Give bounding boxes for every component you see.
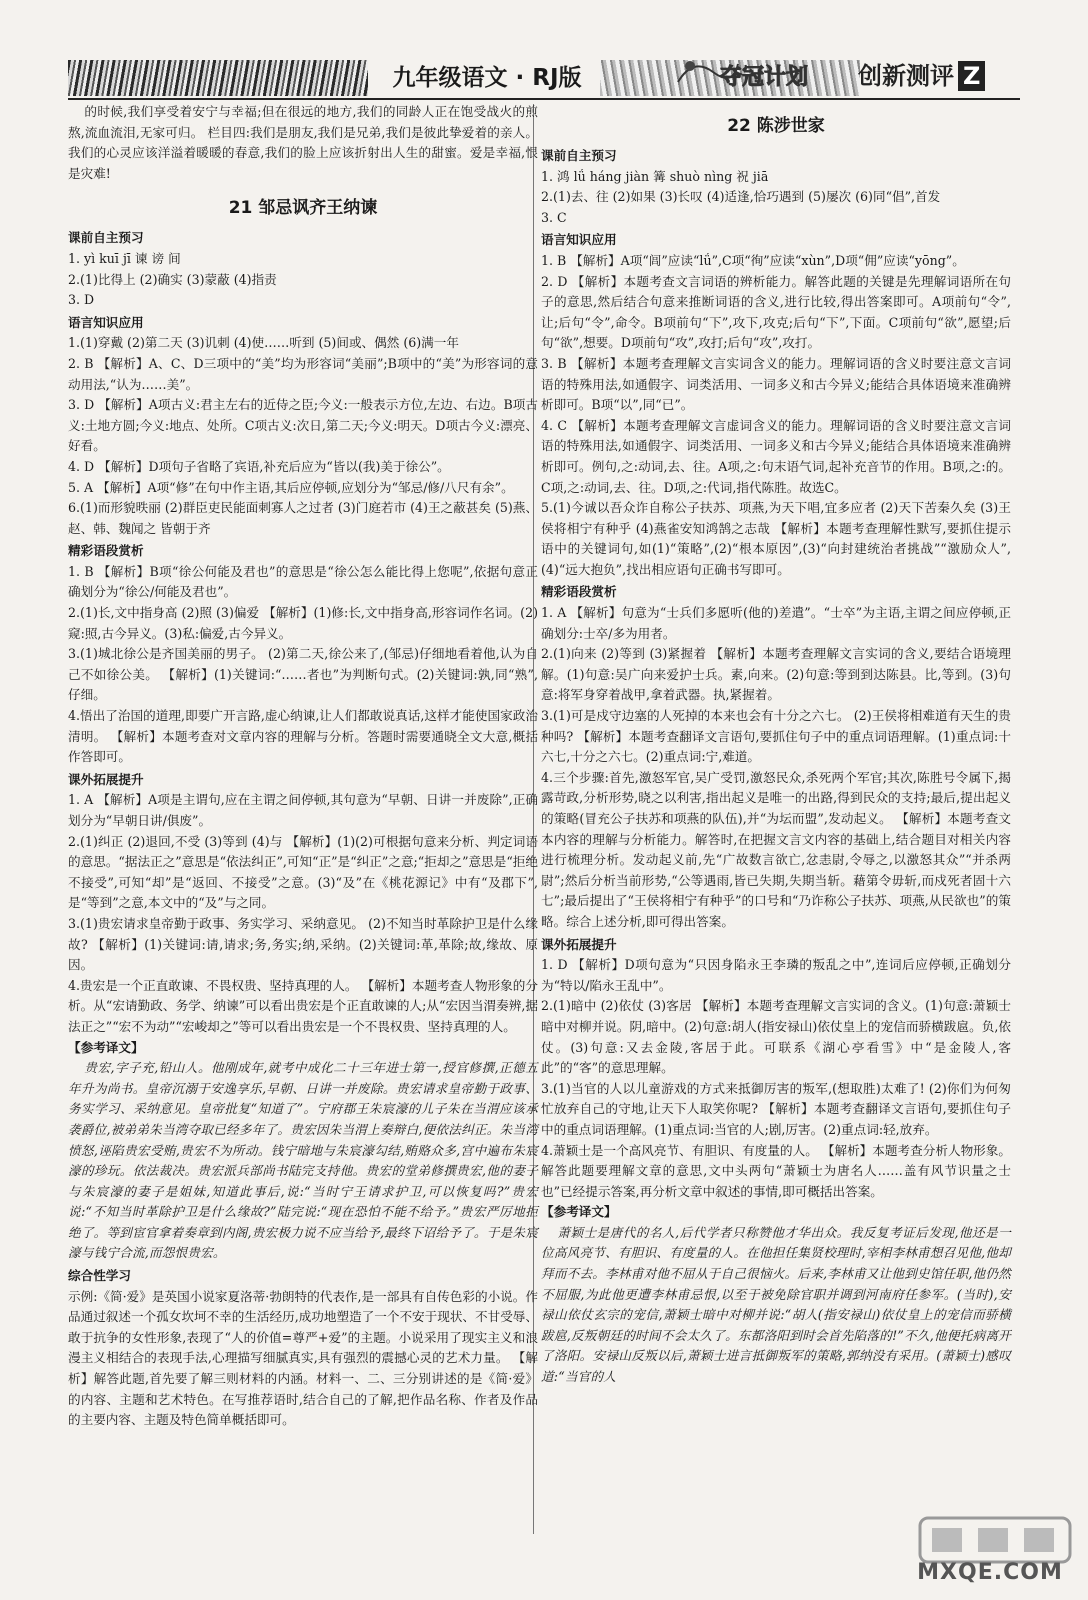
pre-item: 2.(1)去、往 (2)如果 (3)长叹 (4)适逢,恰巧遇到 (5)屡次 (6)同“倡”,首发	[541, 189, 941, 205]
section-language: 语言知识应用	[68, 314, 144, 330]
watermark-logo-icon	[910, 1510, 1080, 1600]
lesson-22-title: 22 陈涉世家	[727, 116, 825, 136]
page-header	[0, 0, 1088, 100]
watermark-text: MXQE.COM	[917, 1560, 1063, 1585]
lang-item: 1.(1)穿戴 (2)第二天 (3)讥刺 (4)使……听到 (5)间或、偶然 (6)满一年	[68, 335, 459, 351]
comprehensive-text: 示例:《简·爱》是英国小说家夏洛蒂·勃朗特的代表作,是一部具有自传色彩的小说。作品通过叙述一个孤女坎坷不幸的生活经历,成功地塑造了一个不安于现状、不甘受辱、敢于抗争的女性形象,表现了“人的价值=尊严+爱”的主题。小说采用了现实主义和浪漫主义相结合的表现手法,心理描写细腻真实,具有强烈的震撼心灵的艺术力量。 【解析】解答此题,首先要了解三则材料的内涵。材料一、二、三分别讲述的是《简·爱》的内容、主题和艺术特色。在写推荐语时,结合自己的了解,把作品名称、作者及作品的主要内容、主题及特色简单概括即可。	[68, 1288, 538, 1428]
lang-item: 2. B 【解析】A、C、D三项中的“美”均为形容词“美丽”;B项中的“美”为形容词的意动用法,“认为……美”。	[68, 355, 538, 392]
lang-item: 4. C 【解析】本题考查理解文言虚词含义的能力。理解词语的含义时要注意文言词语的特殊用法,如通假字、词类活用、一词多义和古今异义;能结合具体语境来准确辨析即可。例句,之:动词,去、往。A项,之:句末语气词,起补充音节的作用。B项,之:的。C项,之:动词,去、往。D项,之:代词,指代陈胜。故选C。	[541, 417, 1011, 495]
read-item: 1. B 【解析】B项“徐公何能及君也”的意思是“徐公怎么能比得上您呢”,依据句意正确划分为“徐公/何能及君也”。	[68, 563, 538, 600]
read-item: 2.(1)向来 (2)等到 (3)紧握着 【解析】本题考查理解文言实词的含义,要结合语境理解。(1)句意:吴广向来爱护士兵。素,向来。(2)句意:等到到达陈县。比,等到。(3)句意:将军身穿着战甲,拿着武器。执,紧握着。	[541, 646, 1011, 703]
ext-item: 2.(1)纠正 (2)退回,不受 (3)等到 (4)与 【解析】(1)(2)可根据句意来分析、判定词语的意思。“据法正之”意思是“依法纠正”,可知“正”是“纠正”之意;“拒却之”意思是“拒绝不接受”,可知“却”是“返回、不接受”之意。(3)“及”在《桃花源记》中有“及郡下”,是“等到”之意,本文中的“及”与之同。	[68, 833, 538, 911]
section-language: 语言知识应用	[541, 232, 617, 248]
lang-item: 5. A 【解析】A项“修”在句中作主语,其后应停顿,应划分为“邹忌/修/八尺有余”。	[68, 479, 514, 495]
ext-item: 4.萧颖士是一个高风亮节、有胆识、有度量的人。 【解析】本题考查分析人物形象。解答此题要理解文章的意思,文中头两句“萧颖士为唐名人……盖有风节识量之士也”已经提示答案,再分析文章中叙述的事情,即可概括出答案。	[541, 1142, 1011, 1199]
read-item: 2.(1)长,文中指身高 (2)照 (3)偏爱 【解析】(1)修:长,文中指身高,形容词作名词。(2)窥:照,古今异义。(3)私:偏爱,古今异义。	[68, 605, 538, 641]
header-brand	[858, 56, 1028, 96]
pre-item: 2.(1)比得上 (2)确实 (3)蒙蔽 (4)指责	[68, 271, 277, 287]
read-item: 4.三个步骤:首先,激怒军官,吴广受罚,激怒民众,杀死两个军官;其次,陈胜号令属下,揭露苛政,分析形势,晓之以利害,指出起义是唯一的出路,得到民众的支持;最后,提出起义的策略(冒充公子扶苏和项燕的队伍),并“为坛而盟”,发动起义。 【解析】本题考查文本内容的理解与分析能力。解答时,在把握文言文内容的基础上,结合题目对相关内容进行梳理分析。发动起义前,先“广故数言欲亡,忿恚尉,令辱之,以激怒其众”“并杀两尉”;然后分析当前形势,“公等遇雨,皆已失期,失期当斩。藉第令毋斩,而戍死者固十六七”;最后提出了“王侯将相宁有种乎”的口号和“乃诈称公子扶苏、项燕,从民欲也”的策略。综合上述分析,即可得出答案。	[541, 769, 1011, 929]
section-extension: 课外拓展提升	[541, 936, 617, 952]
lang-item: 1. B 【解析】A项“闾”应读“lǘ”,C项“徇”应读“xùn”,D项“佣”应读“yōng”。	[541, 252, 965, 268]
lang-item: 6.(1)而形貌昳丽 (2)群臣吏民能面刺寡人之过者 (3)门庭若市 (4)王之蔽甚矣 (5)燕、赵、韩、魏闻之 皆朝于齐	[68, 500, 538, 536]
read-item: 3.(1)城北徐公是齐国美丽的男子。 (2)第二天,徐公来了,(邹忌)仔细地看着他,认为自己不如徐公美。 【解析】(1)关键词:“……者也”为判断句式。(2)关键词:孰,同“熟”,仔细。	[68, 646, 538, 703]
ext-item: 2.(1)暗中 (2)依仗 (3)客居 【解析】本题考查理解文言实词的含义。(1)句意:萧颖士暗中对柳并说。阴,暗中。(2)句意:胡人(指安禄山)依仗皇上的宠信而骄横跋扈。负,依仗。(3)句意:又去金陵,客居于此。可联系《湖心亭看雪》中“是金陵人,客此”的“客”的意思理解。	[541, 998, 1011, 1076]
reference-translation: 贵宏,字子充,铅山人。他刚成年,就考中成化二十三年进士第一,授官修撰,正德五年升为尚书。皇帝沉溺于安逸享乐,早朝、日讲一并废除。贵宏请求皇帝勤于政事、务实学习、采纳意见。皇帝批复“知道了”。宁府郡王朱宸濠的儿子朱在当渭应该承袭爵位,被弟弟朱当湾夺取已经多年了。贵宏因朱当渭上奏辩白,便依法纠正。朱当湾愤怒,诬陷贵宏受贿,贵宏不为所动。钱宁暗地与朱宸濠勾结,贿赂众多,宫中遍布朱宸濠的珍玩。依法裁决。贵宏派兵部尚书陆完支持他。贵宏的堂弟修撰贵宏,他的妻子与朱宸濠的妻子是姐妹,知道此事后,说:“当时宁王请求护卫,可以恢复吗?”贵宏说:“不知当时革除护卫是什么缘故?”陆完说:“现在恐怕不能不给予。”贵宏严厉地拒绝了。等到宦官拿着奏章到内阁,贵宏极力说不应当给予,最终下诏给予了。于是朱宸濠与钱宁合流,而怨恨贵宏。	[68, 1060, 538, 1261]
ext-item: 4.贵宏是一个正直敢谏、不畏权贵、坚持真理的人。 【解析】本题考查人物形象的分析。从“宏请勤政、务学、纳谏”可以看出贵宏是个正直敢谏的人;从“宏因当渭奏辨,据法正之”“宏不为动”“宏峻却之”等可以看出贵宏是一个不畏权贵、坚持真理的人。	[68, 977, 538, 1034]
ext-item: 3.(1)当官的人以儿童游戏的方式来抵御厉害的叛军,(想取胜)太难了! (2)你们为何匆忙放弃自己的守地,让天下人取笑你呢? 【解析】本题考查翻译文言语句,要抓住句子中的重点词语理解。(1)重点词:当官的人;剧,厉害。(2)重点词:轻,放弃。	[541, 1080, 1011, 1137]
read-item: 3.(1)可是戍守边塞的人死掉的本来也会有十分之六七。 (2)王侯将相难道有天生的贵种吗? 【解析】本题考查翻译文言语句,要抓住句子中的重点词语理解。(1)重点词:十六七,十分之六七。(2)重点词:宁,难道。	[541, 708, 1011, 765]
reference-translation-title: 【参考译文】	[541, 1204, 617, 1220]
section-pre-study: 课前自主预习	[541, 148, 617, 163]
read-item: 4.悟出了治国的道理,即要广开言路,虚心纳谏,让人们都敢说真话,这样才能使国家政治清明。 【解析】本题考查对文章内容的理解与分析。答题时需要通晓全文大意,概括作答即可。	[68, 708, 538, 765]
section-reading: 精彩语段赏析	[68, 543, 144, 559]
pre-item: 1. 鸿 lǘ háng jiàn 篝 shuò nìng 祝 jiā	[541, 168, 769, 184]
intro-paragraph: 的时候,我们享受着安宁与幸福;但在很远的地方,我们的同龄人正在饱受战火的煎熬,流血流泪,无家可归。 栏目四:我们是朋友,我们是兄弟,我们是彼此挚爱着的亲人。我们的心灵应该洋溢着暖暖的春意,我们的脸上应该折射出人生的甜蜜。爱是幸福,恨是灾难!	[68, 104, 538, 181]
section-comprehensive: 综合性学习	[68, 1268, 131, 1284]
lang-item: 3. D 【解析】A项古义:君主左右的近侍之臣;今义:一般表示方位,左边、右边。B项古义:土地方圆;今义:地点、处所。C项古义:次日,第二天;今义:明天。D项古今义:漂亮、好看。	[68, 397, 538, 454]
left-column	[68, 102, 538, 1431]
brand-logo-text: 夺冠计划	[720, 65, 809, 90]
pre-item: 1. yì kuī jī 谏 谤 间	[68, 250, 181, 266]
section-pre-study: 课前自主预习	[68, 230, 144, 246]
section-reading: 精彩语段赏析	[541, 584, 617, 600]
lesson-21-title: 21 邹忌讽齐王纳谏	[228, 198, 378, 219]
reference-translation-title: 【参考译文】	[68, 1039, 144, 1055]
section-extension: 课外拓展提升	[68, 771, 144, 787]
header-title: 九年级语文 · RJ版	[392, 65, 582, 91]
pre-item: 3. C	[541, 209, 567, 225]
ext-item: 3.(1)贵宏请求皇帝勤于政事、务实学习、采纳意见。 (2)不知当时革除护卫是什么缘故? 【解析】(1)关键词:请,请求;务,务实;纳,采纳。(2)关键词:革,革除;故,缘故、原因。	[68, 915, 538, 973]
ext-item: 1. A 【解析】A项是主谓句,应在主谓之间停顿,其句意为“早朝、日讲一并废除”,正确划分为“早朝日讲/俱废”。	[68, 792, 538, 828]
brand-badge-icon: Z	[958, 61, 985, 91]
brand-name: 创新测评	[858, 62, 954, 90]
ext-item: 1. D 【解析】D项句意为“只因身陷永王李璘的叛乱之中”,连词后应停顿,正确划分为“特以/陷永王乱中”。	[541, 957, 1011, 993]
lang-item: 3. B 【解析】本题考查理解文言实词含义的能力。理解词语的含义时要注意文言词语的特殊用法,如通假字、词类活用、一词多义和古今异义;能结合具体语境来准确辨析即可。B项“以”,同“已”。	[541, 355, 1011, 413]
lang-item: 4. D 【解析】D项句子省略了宾语,补充后应为“皆以(我)美于徐公”。	[68, 458, 450, 474]
lang-item: 5.(1)今诚以吾众诈自称公子扶苏、项燕,为天下唱,宜多应者 (2)天下苦秦久矣 (3)王侯将相宁有种乎 (4)燕雀安知鸿鹄之志哉 【解析】本题考查理解性默写,要抓住提示语中的关键词句,如(1)“策略”,(2)“根本原因”,(3)“向封建统治者挑战”“激励众人”,(4)“远大抱负”,找出相应语句正确书写即可。	[541, 500, 1011, 577]
brand-logo	[668, 52, 854, 98]
header-decor-band-left	[68, 60, 368, 96]
read-item: 1. A 【解析】句意为“士兵们多愿听(他的)差遣”。“士卒”为主语,主谓之间应停顿,正确划分:士卒/多为用者。	[541, 605, 1011, 641]
right-column	[541, 102, 1011, 1388]
lang-item: 2. D 【解析】本题考查文言词语的辨析能力。解答此题的关键是先理解词语所在句子的意思,然后结合句意来推断词语的含义,进行比较,得出答案即可。A项前句“令”,让;后句“令”,命令。B项前句“下”,攻下,攻克;后句“下”,下面。C项前句“欲”,愿望;后句“欲”,想要。D项前句“攻”,攻打;后句“攻”,攻打。	[541, 273, 1011, 351]
pre-item: 3. D	[68, 292, 95, 308]
header-rule	[68, 98, 1020, 100]
reference-translation: 萧颖士是唐代的名人,后代学者只称赞他才华出众。我反复考证后发现,他还是一位高风亮节、有胆识、有度量的人。在他担任集贤校理时,宰相李林甫想召见他,他却拜而不去。李林甫对他不屈从于自己很恼火。后来,李林甫又让他到史馆任职,他仍然不屈服,为此他更遭李林甫忌恨,以至于被免除官职并调到河南府任参军。(当时),安禄山依仗玄宗的宠信,萧颖士暗中对柳并说:“胡人(指安禄山)依仗皇上的宠信而骄横跋扈,反叛朝廷的时间不会太久了。东都洛阳到时会首先陷落的!”不久,他便托病离开了洛阳。安禄山反叛以后,萧颖士进言抵御叛军的策略,郭纳没有采用。(萧颖士)感叹道:“当官的人	[541, 1224, 1011, 1385]
